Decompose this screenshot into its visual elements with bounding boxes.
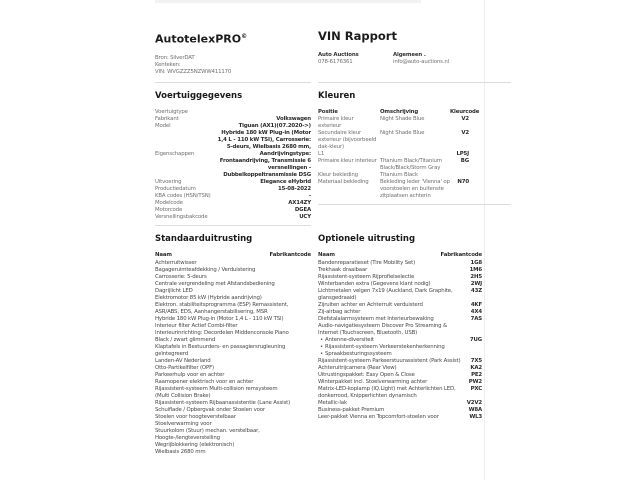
equipment-sub-item bbox=[318, 344, 482, 351]
color-rows bbox=[318, 116, 469, 200]
equipment-name: Carrosserie: 5-deurs bbox=[155, 273, 207, 280]
section-voertuiggegevens bbox=[155, 83, 311, 226]
color-omschrijving: Bekleding leder 'Vienna' op voorstoelen en buitenste zitplaatsen achterin bbox=[380, 178, 450, 199]
equipment-item bbox=[318, 414, 482, 421]
equipment-item bbox=[318, 267, 482, 274]
equipment-item bbox=[155, 330, 311, 344]
color-omschrijving: Night Shade Blue bbox=[380, 115, 425, 122]
color-row bbox=[318, 179, 469, 200]
equipment-item bbox=[155, 288, 311, 295]
equipment-item bbox=[318, 281, 482, 288]
equipment-item bbox=[318, 372, 482, 379]
equipment-item bbox=[155, 372, 311, 379]
vehicle-data-row bbox=[155, 109, 311, 116]
col-header-naam: Naam bbox=[318, 251, 335, 258]
section-optionele-uitrusting bbox=[318, 226, 511, 456]
vehicle-data-row bbox=[155, 179, 311, 186]
equipment-sub-name: Spraakbesturingssysteem bbox=[325, 350, 392, 357]
equipment-item bbox=[155, 379, 311, 386]
field-value: - bbox=[308, 192, 311, 199]
equipment-item bbox=[155, 421, 311, 428]
field-value: DGEA bbox=[294, 206, 311, 213]
contact-general-name: Algemeen . bbox=[393, 52, 426, 58]
field-label: Uitvoering bbox=[155, 178, 182, 185]
field-value: Aandrijvingstype: Frontaandrijving, Transmissie 6 versnellingen - Dubbelkoppeltransmissie DSG bbox=[219, 150, 311, 178]
color-row bbox=[318, 151, 469, 158]
contact-company bbox=[318, 52, 393, 66]
contact-company-name: Auto Auctions bbox=[318, 52, 359, 58]
equipment-item bbox=[318, 323, 482, 337]
equipment-item bbox=[318, 309, 482, 316]
field-label: Productiedatum bbox=[155, 185, 196, 192]
vehicle-data-row bbox=[155, 151, 311, 179]
equipment-name: Dagrijlicht LED bbox=[155, 287, 193, 294]
field-label: Fabrikant bbox=[155, 115, 179, 122]
equipment-name: Bandenreparatieset (Tire Mobility Set) bbox=[318, 259, 416, 266]
color-positie: Secundaire kleur exterieur (bijvoorbeeld dak-kleur) bbox=[318, 129, 377, 150]
equipment-code: V2V2 bbox=[466, 399, 482, 406]
equipment-code: 4X4 bbox=[470, 308, 482, 315]
equipment-item bbox=[155, 449, 311, 456]
color-code: LP5J bbox=[456, 150, 469, 157]
col-header-fabrikantcode: Fabrikantcode bbox=[269, 251, 311, 258]
color-positie: Materiaal bekleding bbox=[318, 178, 369, 185]
vehicle-data-row bbox=[155, 214, 311, 221]
document-title: VIN Rapport bbox=[318, 29, 397, 43]
equipment-name: Winterbanden extra (Gegevens klant nodig) bbox=[318, 280, 431, 287]
equipment-sub-item bbox=[318, 337, 482, 344]
header-left bbox=[155, 30, 311, 83]
field-value: AX14ZY bbox=[288, 199, 311, 206]
equipment-item bbox=[155, 323, 311, 330]
field-label: Versnellingsbakcode bbox=[155, 213, 208, 220]
color-positie: Kleur bekleding bbox=[318, 171, 358, 178]
section-title-optionele-uitrusting: Optionele uitrusting bbox=[318, 233, 416, 244]
equipment-name: Stoelen voor hoogteverstelbaar bbox=[155, 413, 236, 420]
vehicle-data-rows bbox=[155, 109, 311, 221]
equipment-name: Wielbasis 2680 mm bbox=[155, 448, 206, 455]
meta-source: Bron: SilverDAT bbox=[155, 54, 195, 61]
color-row bbox=[318, 172, 469, 179]
col-header-fabrikantcode: Fabrikantcode bbox=[440, 251, 482, 258]
equipment-item bbox=[318, 260, 482, 267]
standard-equipment-header bbox=[155, 252, 311, 259]
equipment-code: 7UG bbox=[469, 336, 482, 343]
equipment-code: 2WJ bbox=[470, 280, 482, 287]
report-content bbox=[155, 30, 511, 456]
field-label: Voertuigtype bbox=[155, 108, 188, 115]
brand-title bbox=[155, 30, 311, 46]
color-positie: Primaire kleur exterieur bbox=[318, 115, 354, 129]
col-header-positie: Positie bbox=[318, 108, 338, 115]
equipment-name: Rijassistent-systeem Rijprofielselectie bbox=[318, 273, 415, 280]
field-label: Model bbox=[155, 122, 171, 129]
color-code: N70 bbox=[457, 178, 469, 185]
equipment-name: Otto-Partikelfilter (OPF) bbox=[155, 364, 214, 371]
bullet-marker: • bbox=[320, 336, 324, 343]
equipment-item bbox=[155, 267, 311, 274]
equipment-name: Rijassistent-systeem Rijbaanassistentie (Lane Assist) bbox=[155, 399, 291, 406]
color-code: BG bbox=[460, 157, 469, 164]
section-standaarduitrusting bbox=[155, 226, 311, 456]
color-row bbox=[318, 130, 469, 151]
equipment-item bbox=[318, 379, 482, 386]
equipment-name: Klaptafels in Bestuurders- en passagiersrugleuning geïntegreerd bbox=[155, 343, 286, 357]
meta-license-plate: Kenteken: bbox=[155, 61, 181, 68]
header-right bbox=[318, 30, 511, 83]
equipment-name: Hybride 180 kW Plug-in (Motor 1,4 L - 110 kW TSI) bbox=[155, 315, 284, 322]
equipment-item bbox=[155, 316, 311, 323]
field-value: 15-08-2022 bbox=[278, 185, 311, 192]
optional-equipment-list bbox=[318, 260, 482, 421]
section-kleuren bbox=[318, 83, 511, 226]
equipment-item bbox=[318, 316, 482, 323]
equipment-name: Uitrustingspakket: Easy Open & Close bbox=[318, 371, 415, 378]
vehicle-data-row bbox=[155, 116, 311, 123]
equipment-name: Rijassistent-systeem Multi-collision remsysteem (Multi Collision Brake) bbox=[155, 385, 278, 399]
section-divider bbox=[318, 204, 511, 205]
equipment-item bbox=[155, 295, 311, 302]
equipment-code: 7X5 bbox=[470, 357, 482, 364]
contact-info bbox=[318, 52, 511, 66]
equipment-item bbox=[155, 365, 311, 372]
col-header-kleurcode: Kleurcode bbox=[450, 108, 480, 115]
section-title-kleuren: Kleuren bbox=[318, 90, 356, 101]
equipment-name: Lichtmetalen velgen 7x19 (Auckland, Dark Graphite, glansgedraaid) bbox=[318, 287, 453, 301]
equipment-name: Trekhaak draaibaar bbox=[318, 266, 368, 273]
equipment-code: 43Z bbox=[471, 287, 482, 294]
equipment-name: Metallic-lak bbox=[318, 399, 347, 406]
equipment-item bbox=[155, 386, 311, 400]
color-code: V2 bbox=[461, 129, 469, 136]
col-header-naam: Naam bbox=[155, 251, 172, 258]
equipment-code: KA2 bbox=[470, 364, 482, 371]
bullet-marker: • bbox=[320, 343, 324, 350]
equipment-name: Achterruitwisser bbox=[155, 259, 197, 266]
contact-email: info@auto-auctions.nl bbox=[393, 59, 449, 65]
equipment-name: Business-pakket Premium bbox=[318, 406, 385, 413]
vehicle-data-row bbox=[155, 200, 311, 207]
section-title-standaarduitrusting: Standaarduitrusting bbox=[155, 233, 253, 244]
equipment-code: PE2 bbox=[471, 371, 482, 378]
equipment-name: Diefstalalarmsysteem met Interieurbewaking bbox=[318, 315, 434, 322]
equipment-item bbox=[155, 281, 311, 288]
color-positie: Primaire kleur interieur bbox=[318, 157, 377, 164]
color-code: V2 bbox=[461, 115, 469, 122]
vehicle-meta bbox=[155, 55, 311, 76]
field-value: Tiguan (AX1)(07.2020->) Hybride 180 kW Plug-in (Motor 1,4 L - 110 kW TSI), Carrosserie: 5-deurs, Wielbasis 2680 mm, bbox=[217, 122, 311, 150]
color-row bbox=[318, 116, 469, 130]
equipment-name: Centrale vergrendeling met Afstandsbediening bbox=[155, 280, 275, 287]
col-header-omschrijving: Omschrijving bbox=[380, 108, 419, 115]
equipment-name: Interieurinrichting: Decordelen Middenconsole Piano Black / zwart glimmend bbox=[155, 329, 289, 343]
equipment-name: Elektromotor 85 kW (Hybride aandrijving) bbox=[155, 294, 262, 301]
equipment-name: Landen-AV Nederland bbox=[155, 357, 211, 364]
equipment-code: 4KF bbox=[470, 301, 482, 308]
equipment-item bbox=[318, 407, 482, 414]
contact-general bbox=[393, 52, 449, 66]
color-table-header bbox=[318, 108, 480, 116]
equipment-name: Bagageruimteafdekking / Verduistering bbox=[155, 266, 256, 273]
equipment-name: Leer-pakket Vienna en Topcomfort-stoelen voor bbox=[318, 413, 439, 420]
equipment-name: Zijruiten achter en Achterruit verduisterd bbox=[318, 301, 423, 308]
equipment-item bbox=[155, 442, 311, 449]
brand-name: AutotelexPRO bbox=[155, 32, 242, 46]
equipment-sub-item bbox=[318, 351, 482, 358]
equipment-item bbox=[155, 358, 311, 365]
equipment-item bbox=[155, 274, 311, 281]
copyright-mark: © bbox=[241, 33, 248, 40]
vehicle-data-row bbox=[155, 207, 311, 214]
equipment-name: Stuurkolom (Stuur) mechan. verstelbaar, Hoogte-/lengteverstelling bbox=[155, 427, 260, 441]
field-label: Modelcode bbox=[155, 199, 183, 206]
equipment-item bbox=[318, 365, 482, 372]
equipment-item bbox=[155, 428, 311, 442]
vehicle-data-row bbox=[155, 186, 311, 193]
bullet-marker: • bbox=[320, 350, 324, 357]
field-value: UCY bbox=[299, 213, 311, 220]
equipment-name: Stoelverwarming voor bbox=[155, 420, 212, 427]
equipment-name: Rijassistent-systeem Parkeerstuurassistent (Park Assist) bbox=[318, 357, 461, 364]
equipment-sub-name: Antenne-diversiteit bbox=[325, 336, 374, 343]
field-label: KBA codes (HSN/TSN) bbox=[155, 192, 211, 199]
field-label: Motorcode bbox=[155, 206, 183, 213]
meta-vin: VIN: WVGZZZ5NZWW411170 bbox=[155, 68, 232, 75]
equipment-item bbox=[155, 414, 311, 421]
field-value: Elegance eHybrid bbox=[260, 178, 311, 185]
equipment-item bbox=[318, 400, 482, 407]
equipment-code: W8A bbox=[468, 406, 482, 413]
section-title-voertuiggegevens: Voertuiggegevens bbox=[155, 90, 243, 101]
equipment-name: Interieur filter Actief Combi-filter bbox=[155, 322, 238, 329]
equipment-item bbox=[318, 302, 482, 309]
color-omschrijving: Titanium Black bbox=[380, 171, 418, 178]
vehicle-data-row bbox=[155, 123, 311, 151]
equipment-item bbox=[318, 274, 482, 281]
equipment-item bbox=[155, 302, 311, 316]
vehicle-data-row bbox=[155, 193, 311, 200]
equipment-name: Audio-navigatiesysteem Discover Pro Streaming & Internet (Touchscreen, Bluetooth, USB) bbox=[318, 322, 448, 336]
equipment-code: 1M6 bbox=[469, 266, 482, 273]
equipment-item bbox=[155, 400, 311, 407]
equipment-item bbox=[155, 344, 311, 358]
equipment-name: Elektron. stabiliteitsprogramma (ESP) Remassistent, ASR/ABS, EDS, Aanhangerstabilisering, MSR bbox=[155, 301, 289, 315]
field-label: Eigenschappen bbox=[155, 150, 195, 157]
equipment-code: WL3 bbox=[469, 413, 482, 420]
equipment-item bbox=[318, 386, 482, 400]
equipment-name: Matrix-LED-koplamp (IQ.Light) met Achterlichten LED, donkerrood, Knipperlichten dynamisch bbox=[318, 385, 456, 399]
optional-equipment-header bbox=[318, 252, 482, 259]
equipment-code: PW2 bbox=[468, 378, 482, 385]
field-value: Volkswagen bbox=[276, 115, 311, 122]
equipment-code: 7AS bbox=[470, 315, 482, 322]
equipment-name: Wegrijblokkering (elektronisch) bbox=[155, 441, 235, 448]
equipment-code: 1G8 bbox=[470, 259, 482, 266]
standard-equipment-list bbox=[155, 260, 311, 456]
color-omschrijving: Night Shade Blue bbox=[380, 129, 425, 136]
color-positie: L1 bbox=[318, 150, 325, 157]
equipment-name: Schuiflade / Opbergvak onder Stoelen voor bbox=[155, 406, 266, 413]
equipment-item bbox=[318, 358, 482, 365]
equipment-name: Zij-airbag achter bbox=[318, 308, 361, 315]
color-omschrijving: Titanium Black/Titanium Black/Black/Storm Gray bbox=[380, 157, 442, 171]
equipment-name: Achteruitrijcamera (Rear View) bbox=[318, 364, 397, 371]
contact-phone: 078-6176361 bbox=[318, 59, 353, 65]
color-row bbox=[318, 158, 469, 172]
equipment-name: Parkeerhulp voor en achter bbox=[155, 371, 225, 378]
equipment-item bbox=[155, 407, 311, 414]
equipment-sub-name: Rijassistent-systeem Verkeerstekenherkenning bbox=[325, 343, 445, 350]
equipment-name: Raamopener elektrisch voor en achter bbox=[155, 378, 254, 385]
equipment-name: Winterpakket incl. Stoelverwarming achter bbox=[318, 378, 428, 385]
equipment-code: 2H5 bbox=[470, 273, 482, 280]
equipment-item bbox=[155, 260, 311, 267]
equipment-item bbox=[318, 288, 482, 302]
top-strip-decoration bbox=[155, 0, 421, 3]
equipment-code: PXC bbox=[470, 385, 482, 392]
color-table bbox=[318, 108, 480, 200]
